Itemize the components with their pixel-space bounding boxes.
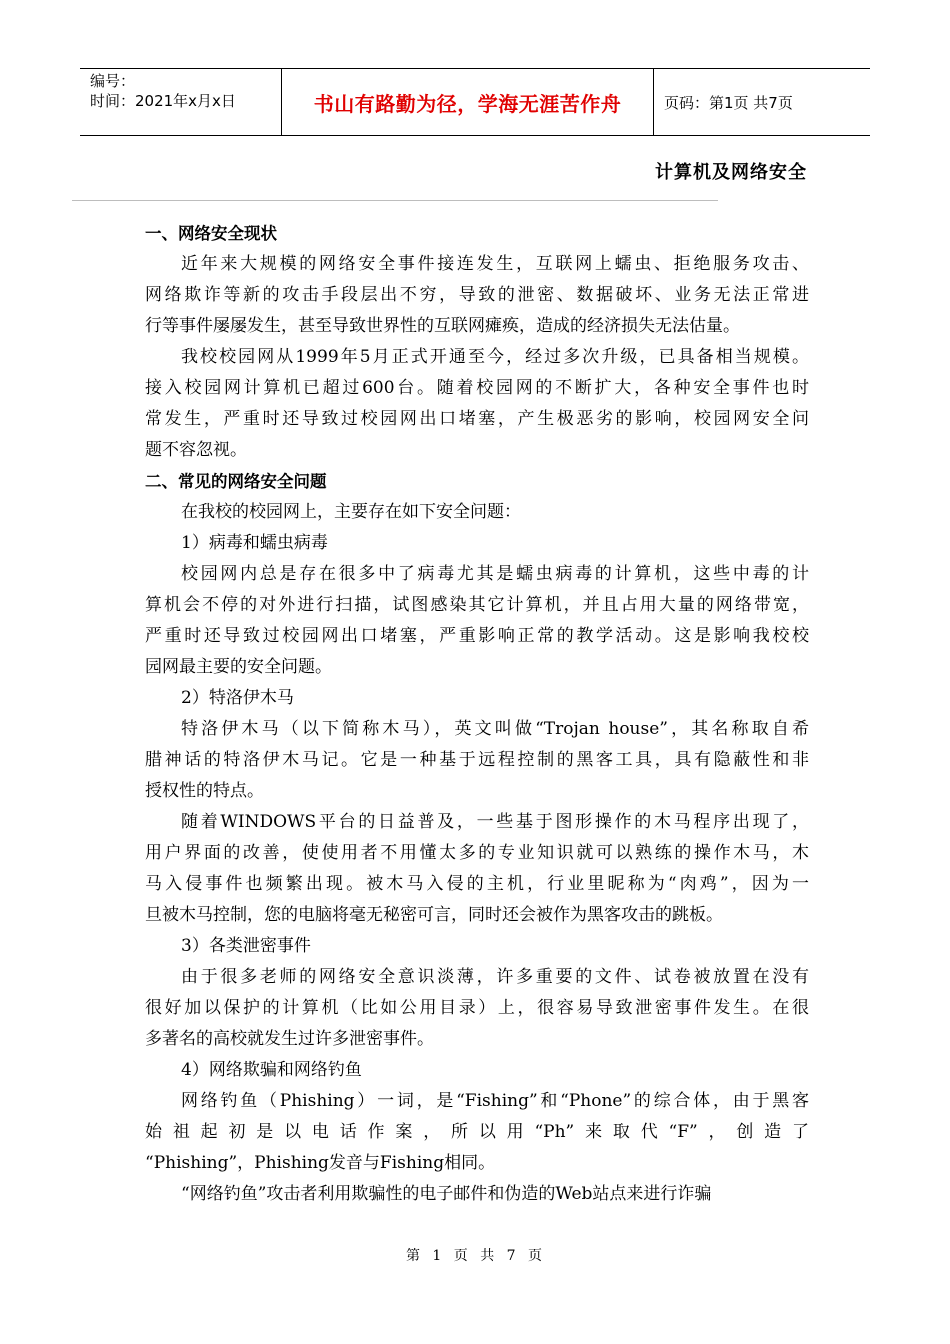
body-line: 网络欺诈等新的攻击手段层出不穷，导致的泄密、数据破坏、业务无法正常进 xyxy=(145,285,809,305)
body-line: “Phishing”，Phishing发音与Fishing相同。 xyxy=(145,1153,496,1173)
body-line: 3）各类泄密事件 xyxy=(181,936,311,956)
page-info-text: 页码：第1页 共7页 xyxy=(664,93,793,112)
body-line: “网络钓鱼”攻击者利用欺骗性的电子邮件和伪造的Web站点来进行诈骗 xyxy=(181,1184,712,1204)
body-line: 1）病毒和蠕虫病毒 xyxy=(181,533,328,553)
body-line: 很好加以保护的计算机（比如公用目录）上，很容易导致泄密事件发生。在很 xyxy=(145,998,809,1018)
date-label: 时间：2021年x月x日 xyxy=(90,92,236,110)
body-line: 始祖起初是以电话作案，所以用“Ph”来取代“F”，创造了 xyxy=(145,1122,809,1142)
body-line: 接入校园网计算机已超过600台。随着校园网的不断扩大，各种安全事件也时 xyxy=(145,378,809,398)
body-line: 园网最主要的安全问题。 xyxy=(145,657,332,677)
header-divider xyxy=(72,200,718,201)
body-line: 用户界面的改善，使使用者不用懂太多的专业知识就可以熟练的操作木马，木 xyxy=(145,843,809,863)
document-body xyxy=(145,218,809,1210)
body-line: 马入侵事件也频繁出现。被木马入侵的主机，行业里昵称为“肉鸡”，因为一 xyxy=(145,874,809,894)
motto-cell xyxy=(282,69,654,135)
body-line: 严重时还导致过校园网出口堵塞，严重影响正常的教学活动。这是影响我校校 xyxy=(145,626,809,646)
motto-text: 书山有路勤为径，学海无涯苦作舟 xyxy=(313,91,622,116)
body-line: 4）网络欺骗和网络钓鱼 xyxy=(181,1060,362,1080)
body-line: 行等事件屡屡发生，甚至导致世界性的互联网瘫痪，造成的经济损失无法估量。 xyxy=(145,316,740,336)
body-line: 旦被木马控制，您的电脑将毫无秘密可言，同时还会被作为黑客攻击的跳板。 xyxy=(145,905,723,925)
body-line: 常发生，严重时还导致过校园网出口堵塞，产生极恶劣的影响，校园网安全问 xyxy=(145,409,809,429)
body-line: 多著名的高校就发生过许多泄密事件。 xyxy=(145,1029,434,1049)
header-table xyxy=(80,68,870,136)
number-label: 编号： xyxy=(90,72,136,90)
page-info-cell xyxy=(654,69,870,135)
body-line: 我校校园网从1999年5月正式开通至今，经过多次升级，已具备相当规模。 xyxy=(181,347,809,367)
page-footer: 第 1 页 共 7 页 xyxy=(405,1248,545,1264)
document-title: 计算机及网络安全 xyxy=(655,162,807,183)
section-heading: 一、网络安全现状 xyxy=(145,224,277,243)
header-meta-cell xyxy=(80,69,282,135)
body-line: 题不容忽视。 xyxy=(145,440,247,460)
body-line: 由于很多老师的网络安全意识淡薄，许多重要的文件、试卷被放置在没有 xyxy=(181,967,809,987)
body-line: 校园网内总是存在很多中了病毒尤其是蠕虫病毒的计算机，这些中毒的计 xyxy=(181,564,809,584)
body-line: 在我校的校园网上，主要存在如下安全问题： xyxy=(181,502,521,522)
section-heading: 二、常见的网络安全问题 xyxy=(145,472,327,491)
body-line: 网络钓鱼（Phishing）一词，是“Fishing”和“Phone”的综合体，由于黑客 xyxy=(181,1091,809,1111)
body-line: 算机会不停的对外进行扫描，试图感染其它计算机，并且占用大量的网络带宽， xyxy=(145,595,809,615)
body-line: 授权性的特点。 xyxy=(145,781,264,801)
body-line: 特洛伊木马（以下简称木马），英文叫做“Trojan house”，其名称取自希 xyxy=(181,719,809,739)
body-line: 随着WINDOWS平台的日益普及，一些基于图形操作的木马程序出现了， xyxy=(181,812,809,832)
body-line: 2）特洛伊木马 xyxy=(181,688,294,708)
body-line: 近年来大规模的网络安全事件接连发生，互联网上蠕虫、拒绝服务攻击、 xyxy=(181,254,809,274)
body-line: 腊神话的特洛伊木马记。它是一种基于远程控制的黑客工具，具有隐蔽性和非 xyxy=(145,750,809,770)
